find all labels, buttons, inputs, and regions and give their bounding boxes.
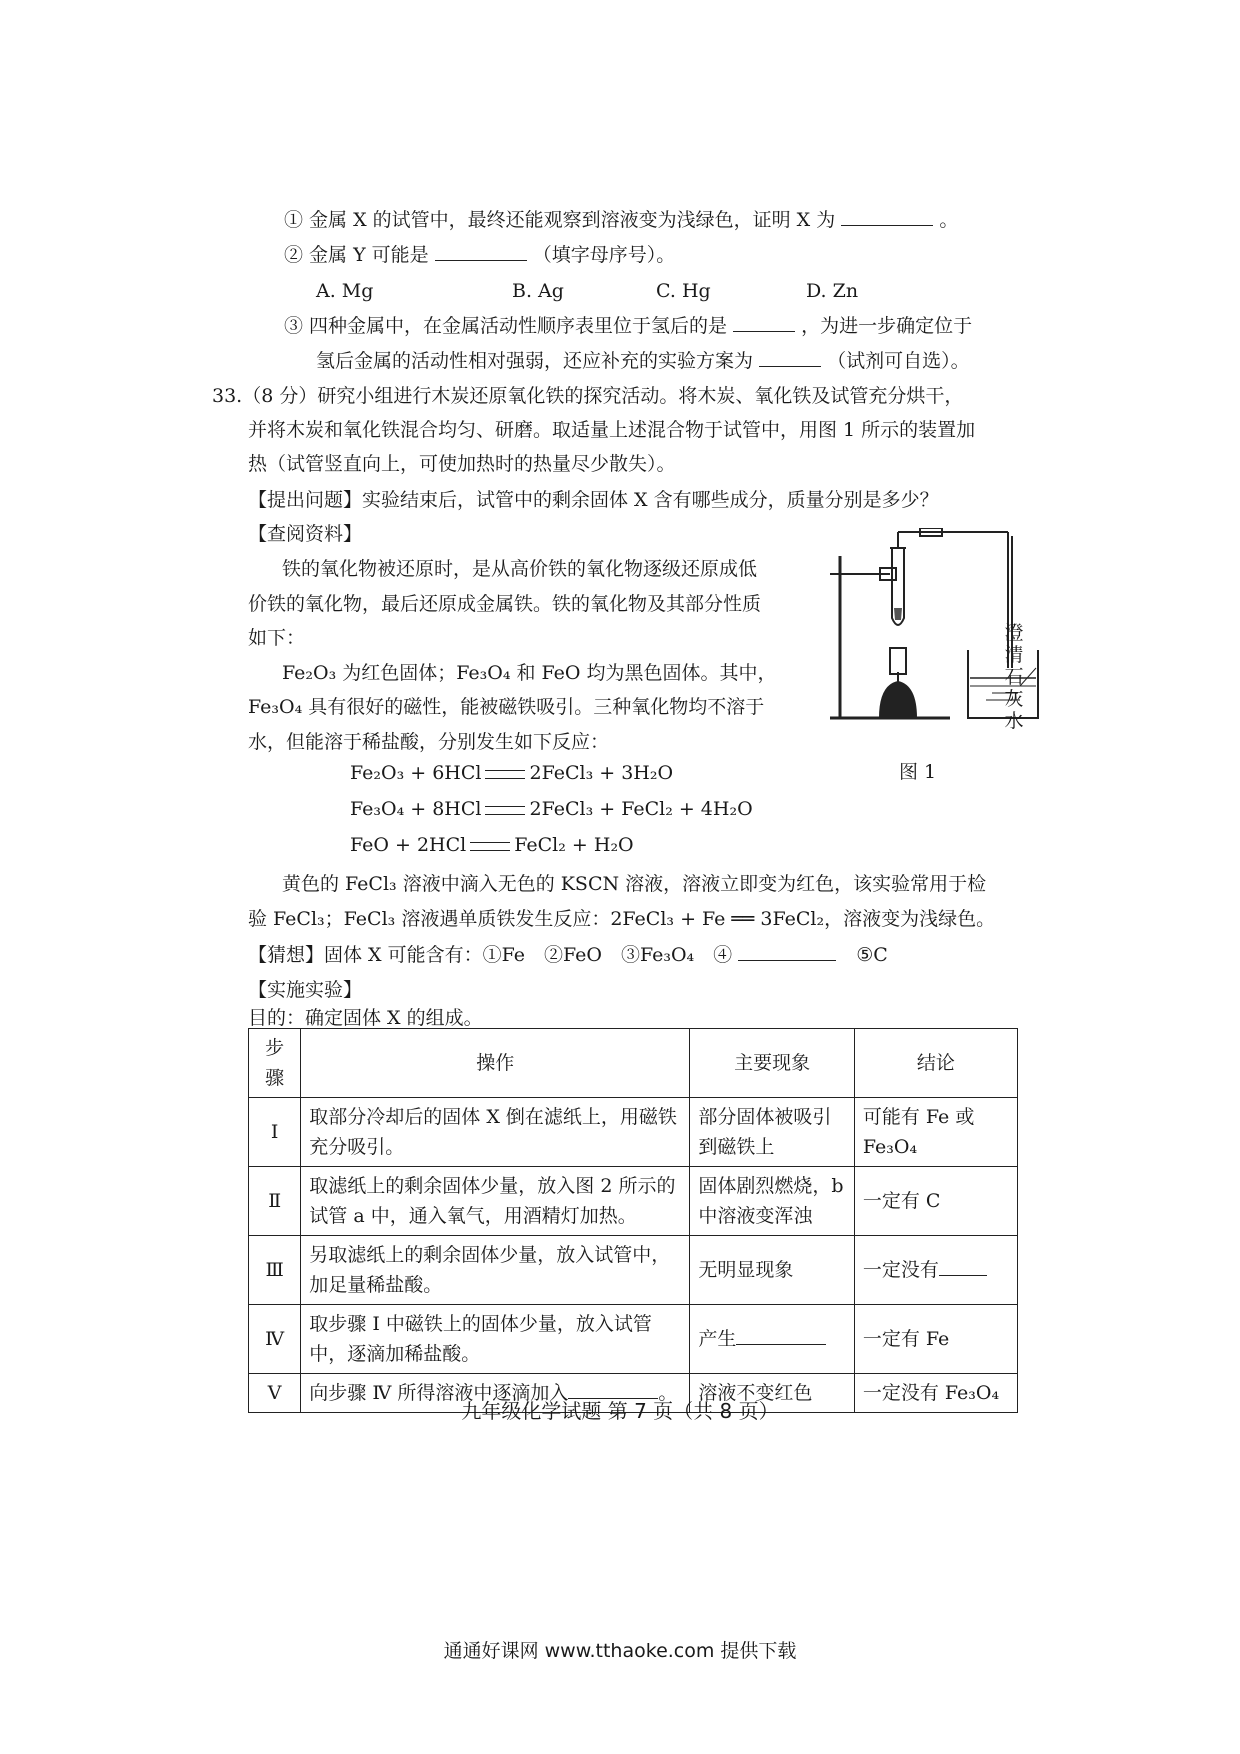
- equals-sign: [485, 770, 525, 779]
- question-heading: 【提出问题】实验结束后，试管中的剩余固体 X 含有哪些成分，质量分别是多少？: [248, 489, 939, 511]
- q33-intro-line1: 33.（8 分）研究小组进行木炭还原氧化铁的探究活动。将木炭、氧化铁及试管充分烘干，: [212, 385, 964, 407]
- option-d: D. Zn: [806, 280, 859, 302]
- option-b: B. Ag: [512, 280, 564, 302]
- operation-cell: 取滤纸上的剩余固体少量，放入图 2 所示的试管 a 中，通入氧气，用酒精灯加热。: [301, 1167, 690, 1236]
- equation-3-right: FeCl₂ + H₂O: [514, 834, 634, 856]
- equation-1: [350, 758, 673, 788]
- operation-cell: 取步骤 Ⅰ 中磁铁上的固体少量，放入试管中，逐滴加稀盐酸。: [301, 1305, 690, 1374]
- operation-cell: 取部分冷却后的固体 X 倒在滤纸上，用磁铁充分吸引。: [301, 1098, 690, 1167]
- conclusion-cell: 一定有 Fe: [854, 1305, 1017, 1374]
- ref-line1: 铁的氧化物被还原时，是从高价铁的氧化物逐级还原成低: [282, 558, 758, 580]
- ref-line5: Fe₃O₄ 具有很好的磁性，能被磁铁吸引。三种氧化物均不溶于: [248, 696, 765, 718]
- q32-sub1-text: ① 金属 X 的试管中，最终还能观察到溶液变为浅绿色，证明 X 为: [284, 209, 836, 231]
- header-step: 步骤: [249, 1029, 301, 1098]
- q32-sub1: [284, 205, 958, 235]
- equation-2-left: Fe₃O₄ + 8HCl: [350, 798, 482, 820]
- answer-blank[interactable]: [435, 240, 527, 261]
- experiment-table: [248, 1028, 1018, 1413]
- table-header-row: [249, 1029, 1018, 1098]
- table-row: [249, 1305, 1018, 1374]
- observation-text: 产生: [698, 1328, 737, 1350]
- ref-line7: 黄色的 FeCl₃ 溶液中滴入无色的 KSCN 溶液，溶液立即变为红色，该实验常用于检: [282, 873, 987, 895]
- limewater-label: 澄清石灰水: [1004, 622, 1024, 732]
- equation-3-left: FeO + 2HCl: [350, 834, 467, 856]
- equation-3: [350, 830, 634, 860]
- option-c: C. Hg: [656, 280, 711, 302]
- q32-sub3b-end: （试剂可自选）。: [827, 350, 970, 372]
- equation-2: [350, 794, 753, 824]
- ref-line4: Fe₂O₃ 为红色固体；Fe₃O₄ 和 FeO 均为黑色固体。其中，: [282, 662, 777, 684]
- equation-1-right: 2FeCl₃ + 3H₂O: [529, 762, 674, 784]
- q32-sub3b: [316, 346, 970, 376]
- guess-text: 【猜想】固体 X 可能含有：①Fe ②FeO ③Fe₃O₄ ④: [248, 944, 733, 966]
- refs-heading: 【查阅资料】: [248, 523, 363, 545]
- conclusion-cell: [854, 1236, 1017, 1305]
- q32-sub2-text: ② 金属 Y 可能是: [284, 244, 429, 266]
- observation-cell: 无明显现象: [690, 1236, 855, 1305]
- figure-1-caption: 图 1: [899, 761, 937, 783]
- ref-line6: 水，但能溶于稀盐酸，分别发生如下反应：: [248, 731, 610, 753]
- ref-line8: 验 FeCl₃；FeCl₃ 溶液遇单质铁发生反应：2FeCl₃ + Fe ══ 3FeCl₂，溶液变为浅绿色。: [248, 908, 996, 930]
- operation-text: 向步骤 Ⅳ 所得溶液中逐滴加入: [309, 1382, 569, 1404]
- q33-intro-line2: 并将木炭和氧化铁混合均匀、研磨。取适量上述混合物于试管中，用图 1 所示的装置加: [248, 419, 976, 441]
- answer-blank[interactable]: [841, 205, 933, 226]
- download-watermark: 通通好课网 www.tthaoke.com 提供下载: [443, 1640, 797, 1662]
- operation-cell: 向步骤 Ⅳ 所得溶液中逐滴加入 。: [301, 1374, 690, 1413]
- guess-line: [248, 940, 888, 970]
- guess-end: ⑤C: [856, 944, 888, 966]
- table-row: [249, 1098, 1018, 1167]
- equation-1-left: Fe₂O₃ + 6HCl: [350, 762, 482, 784]
- ref-line2: 价铁的氧化物，最后还原成金属铁。铁的氧化物及其部分性质: [248, 593, 762, 615]
- answer-blank[interactable]: [738, 940, 836, 961]
- observation-cell: 溶液不变红色: [690, 1374, 855, 1413]
- implement-heading: 【实施实验】: [248, 979, 363, 1001]
- observation-cell: 部分固体被吸引到磁铁上: [690, 1098, 855, 1167]
- q32-sub3a-text: ③ 四种金属中，在金属活动性顺序表里位于氢后的是: [284, 315, 728, 337]
- step-cell: Ⅳ: [249, 1305, 301, 1374]
- step-cell: Ⅱ: [249, 1167, 301, 1236]
- step-cell: Ⅴ: [249, 1374, 301, 1413]
- q32-sub3b-text: 氢后金属的活动性相对强弱，还应补充的实验方案为: [316, 350, 754, 372]
- ref-line3: 如下：: [248, 627, 306, 649]
- operation-cell: 另取滤纸上的剩余固体少量，放入试管中，加足量稀盐酸。: [301, 1236, 690, 1305]
- equals-sign: [470, 842, 510, 851]
- answer-blank[interactable]: [733, 311, 795, 332]
- q32-sub1-end: 。: [939, 209, 959, 231]
- q32-sub3a-end: ，为进一步确定位于: [801, 315, 973, 337]
- answer-blank[interactable]: [759, 346, 821, 367]
- goal-line: 目的：确定固体 X 的组成。: [248, 1007, 483, 1029]
- option-a: A. Mg: [316, 280, 374, 302]
- header-operation: 操作: [301, 1029, 690, 1098]
- table-row: [249, 1236, 1018, 1305]
- equation-2-right: 2FeCl₃ + FeCl₂ + 4H₂O: [529, 798, 753, 820]
- page-footer-title: 九年级化学试题 第 7 页（共 8 页）: [461, 1399, 779, 1423]
- step-cell: Ⅲ: [249, 1236, 301, 1305]
- q32-sub2: [284, 240, 675, 270]
- observation-cell: 固体剧烈燃烧，b 中溶液变浑浊: [690, 1167, 855, 1236]
- conclusion-cell: 一定没有 Fe₃O₄: [854, 1374, 1017, 1413]
- conclusion-cell: 可能有 Fe 或 Fe₃O₄: [854, 1098, 1017, 1167]
- q33-intro-line3: 热（试管竖直向上，可使加热时的热量尽少散失）。: [248, 453, 676, 475]
- conclusion-text: 一定没有: [862, 1259, 939, 1281]
- step-cell: Ⅰ: [249, 1098, 301, 1167]
- conclusion-cell: 一定有 C: [854, 1167, 1017, 1236]
- q32-sub2-end: （填字母序号）。: [532, 244, 676, 266]
- header-conclusion: 结论: [854, 1029, 1017, 1098]
- q32-sub3a: [284, 311, 972, 341]
- table-row: [249, 1167, 1018, 1236]
- equals-sign: [485, 806, 525, 815]
- answer-blank[interactable]: [939, 1255, 987, 1276]
- header-observation: 主要现象: [690, 1029, 855, 1098]
- answer-blank[interactable]: [736, 1324, 826, 1345]
- observation-cell: [690, 1305, 855, 1374]
